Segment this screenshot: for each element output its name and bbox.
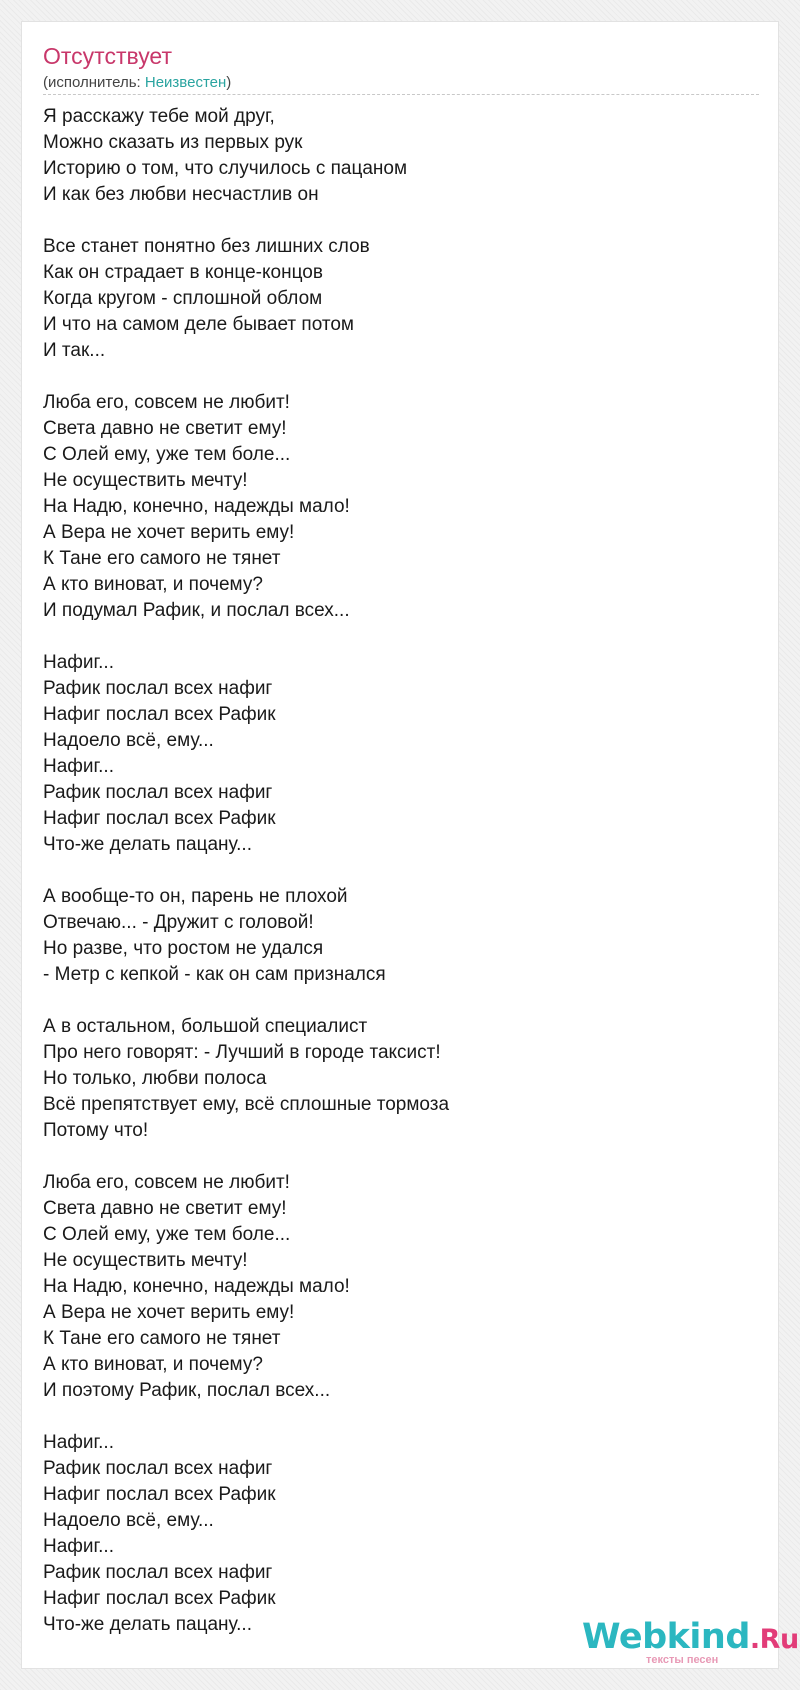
lyric-line: Все станет понятно без лишних слов bbox=[43, 236, 370, 257]
lyric-line: Потому что! bbox=[43, 1120, 149, 1141]
lyric-line: Когда кругом - сплошной облом bbox=[43, 288, 323, 309]
lyric-line: Надоело всё, ему... bbox=[43, 730, 214, 751]
lyric-line: Люба его, совсем не любит! bbox=[43, 392, 290, 413]
lyric-line: Но только, любви полоса bbox=[43, 1068, 267, 1089]
lyric-line: Не осуществить мечту! bbox=[43, 1250, 248, 1271]
lyric-line: Рафик послал всех нафиг bbox=[43, 678, 273, 699]
artist-link[interactable]: Неизвестен bbox=[144, 74, 227, 91]
stanza-break bbox=[43, 624, 743, 650]
stanza-break bbox=[43, 364, 743, 390]
lyric-line: И так... bbox=[43, 340, 106, 361]
lyric-line: На Надю, конечно, надежды мало! bbox=[43, 1276, 350, 1297]
lyric-line: Про него говорят: - Лучший в городе таксист! bbox=[43, 1042, 441, 1063]
lyric-line: И что на самом деле бывает потом bbox=[43, 314, 354, 335]
lyric-line: Нафиг послал всех Рафик bbox=[43, 1484, 276, 1505]
lyric-line: Света давно не светит ему! bbox=[43, 1198, 287, 1219]
lyric-line: Отвечаю... - Дружит с головой! bbox=[43, 912, 314, 933]
song-title: Отсутствует bbox=[43, 43, 172, 69]
divider bbox=[43, 94, 759, 95]
lyrics-text bbox=[43, 104, 743, 1638]
lyric-line: Я расскажу тебе мой друг, bbox=[43, 106, 275, 127]
lyric-line: Историю о том, что случилось с пацаном bbox=[43, 158, 408, 179]
lyric-line: С Олей ему, уже тем боле... bbox=[43, 1224, 291, 1245]
lyric-line: Можно сказать из первых рук bbox=[43, 132, 303, 153]
webkind-logo[interactable] bbox=[582, 1617, 799, 1677]
lyric-line: А Вера не хочет верить ему! bbox=[43, 522, 295, 543]
lyric-line: Всё препятствует ему, всё сплошные тормоза bbox=[43, 1094, 450, 1115]
artist-prefix: (исполнитель: bbox=[43, 74, 145, 91]
lyric-line: Не осуществить мечту! bbox=[43, 470, 248, 491]
lyric-line: Люба его, совсем не любит! bbox=[43, 1172, 290, 1193]
lyric-line: Но разве, что ростом не удался bbox=[43, 938, 324, 959]
stanza-break bbox=[43, 1144, 743, 1170]
lyric-line: Нафиг послал всех Рафик bbox=[43, 1588, 276, 1609]
stanza-break bbox=[43, 988, 743, 1014]
lyric-line: Как он страдает в конце-концов bbox=[43, 262, 323, 283]
lyric-line: Что-же делать пацану... bbox=[43, 834, 252, 855]
lyric-line: А Вера не хочет верить ему! bbox=[43, 1302, 295, 1323]
logo-tld: .Ru bbox=[749, 1624, 799, 1655]
lyric-line: Нафиг... bbox=[43, 1432, 114, 1453]
lyric-line: А вообще-то он, парень не плохой bbox=[43, 886, 348, 907]
stanza-break bbox=[43, 208, 743, 234]
lyric-line: К Тане его самого не тянет bbox=[43, 548, 281, 569]
lyric-line: И подумал Рафик, и послал всех... bbox=[43, 600, 350, 621]
lyric-line: А кто виноват, и почему? bbox=[43, 574, 263, 595]
lyric-line: С Олей ему, уже тем боле... bbox=[43, 444, 291, 465]
lyric-line: - Метр с кепкой - как он сам признался bbox=[43, 964, 386, 985]
lyric-line: Нафиг... bbox=[43, 1536, 114, 1557]
lyric-line: И поэтому Рафик, послал всех... bbox=[43, 1380, 331, 1401]
lyric-line: К Тане его самого не тянет bbox=[43, 1328, 281, 1349]
artist-suffix: ) bbox=[226, 74, 232, 91]
lyric-line: А кто виноват, и почему? bbox=[43, 1354, 263, 1375]
lyric-line: И как без любви несчастлив он bbox=[43, 184, 319, 205]
lyric-line: Рафик послал всех нафиг bbox=[43, 1458, 273, 1479]
stanza-break bbox=[43, 858, 743, 884]
lyric-line: Что-же делать пацану... bbox=[43, 1614, 252, 1635]
logo-tagline: тексты песен bbox=[646, 1654, 719, 1666]
lyric-line: Рафик послал всех нафиг bbox=[43, 1562, 273, 1583]
lyric-line: На Надю, конечно, надежды мало! bbox=[43, 496, 350, 517]
lyrics-card bbox=[21, 21, 779, 1669]
artist-line bbox=[43, 73, 231, 93]
lyric-line: Надоело всё, ему... bbox=[43, 1510, 214, 1531]
lyric-line: Нафиг... bbox=[43, 756, 114, 777]
lyric-line: А в остальном, большой специалист bbox=[43, 1016, 368, 1037]
stanza-break bbox=[43, 1404, 743, 1430]
lyric-line: Света давно не светит ему! bbox=[43, 418, 287, 439]
lyric-line: Рафик послал всех нафиг bbox=[43, 782, 273, 803]
lyric-line: Нафиг послал всех Рафик bbox=[43, 808, 276, 829]
logo-name: Webkind bbox=[582, 1617, 750, 1657]
lyric-line: Нафиг... bbox=[43, 652, 114, 673]
lyric-line: Нафиг послал всех Рафик bbox=[43, 704, 276, 725]
